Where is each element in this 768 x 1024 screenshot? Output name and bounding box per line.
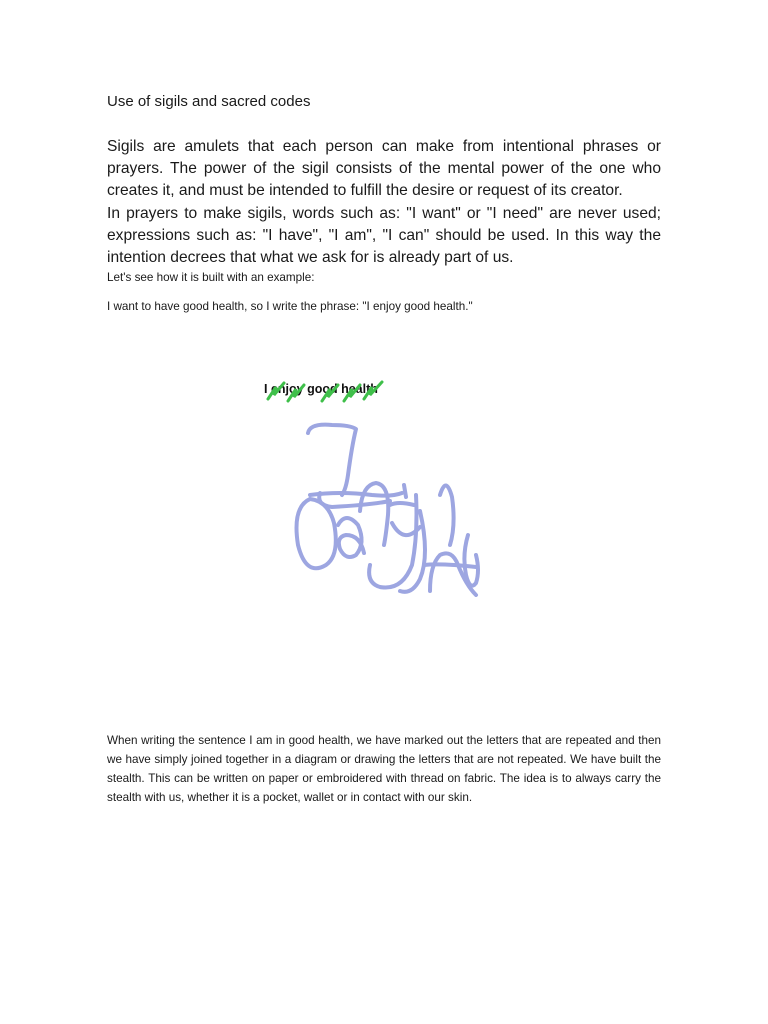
sigil-stroke [404, 485, 406, 497]
strike-mark [322, 385, 338, 401]
sigil-stroke [338, 518, 364, 557]
struck-phrase-figure [264, 379, 404, 403]
strike-mark [344, 385, 360, 401]
sigil-drawing [280, 415, 500, 615]
sigil-stroke [390, 503, 414, 505]
sigil-stroke [430, 553, 476, 595]
sigil-stroke [308, 425, 356, 495]
sigil-stroke [369, 495, 416, 588]
prayer-rules-paragraph: In prayers to make sigils, words such as: "I want" or "I need" are never used; expressions such as: "I have", "I am", "I can" should be used. In this way the intention decrees that what we ask for is already part of us. [107, 205, 661, 267]
intro-paragraph: Sigils are amulets that each person can make from intentional phrases or prayers. The power of the sigil consists of the mental power of the one who creates it, and must be intended to fulfill the desire or request of its creator. [107, 138, 661, 200]
strike-marks [264, 379, 404, 403]
strike-mark [364, 382, 382, 399]
struck-phrase-text: I enjoy good health [264, 382, 378, 396]
page-title: Use of sigils and sacred codes [107, 93, 311, 110]
sigil-stroke [297, 499, 336, 568]
sigil-stroke [360, 483, 388, 545]
strike-mark [288, 385, 304, 401]
example-intro-text: Let's see how it is built with an example: [107, 271, 315, 284]
sigil-stroke [440, 485, 454, 545]
strike-mark [268, 383, 284, 399]
example-phrase-text: I want to have good health, so I write the phrase: "I enjoy good health." [107, 300, 473, 313]
sigil-stroke [464, 535, 478, 586]
explanation-paragraph: When writing the sentence I am in good health, we have marked out the letters that are repeated and then we have simply joined together in a diagram or drawing the letters that are not repeated. We have built the stealth. This can be written on paper or embroidered with thread on fabric. The idea is to always carry the stealth with us, whether it is a pocket, wallet or in contact with our skin. [107, 734, 661, 804]
